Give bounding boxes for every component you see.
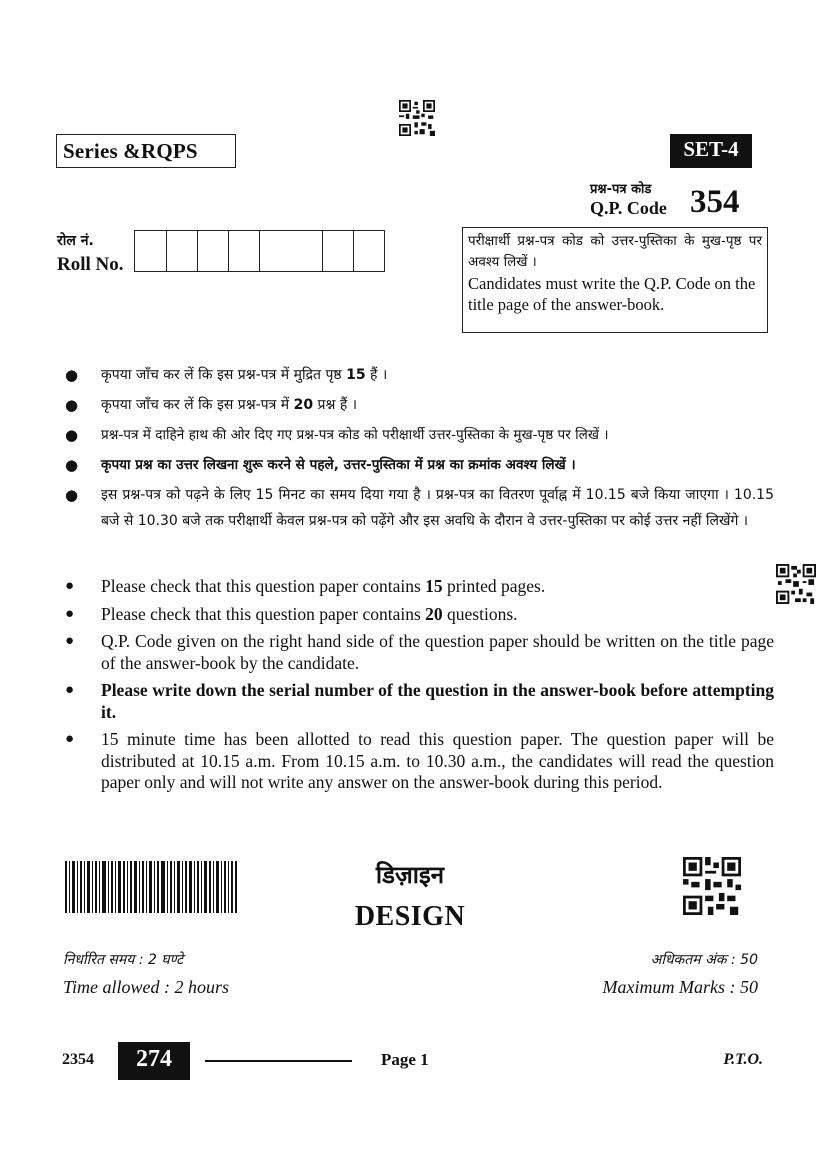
qp-code-notice (462, 227, 768, 333)
list-item: ● 15 minute time has been allotted to read this question paper. The question paper will be distributed at 10.15 a.m. From 10.15 a.m. to 10.30 a.m., the candidates will read the question paper only and will not write any answer on the answer-book during this period. (65, 729, 774, 792)
qr-code-side (776, 564, 816, 604)
time-allowed-hindi: निर्धारित समय : 2 घण्टे (63, 952, 184, 968)
qp-code-hindi-label: प्रश्न-पत्र कोड (590, 182, 652, 197)
list-item: ● Please check that this question paper contains 15 printed pages. (65, 576, 546, 596)
subject-title-english: DESIGN (354, 901, 466, 932)
paper-code: 2354 (62, 1051, 94, 1068)
qp-code-value: 354 (690, 184, 740, 220)
roll-number-boxes[interactable] (134, 230, 385, 272)
list-item: ● प्रश्न-पत्र में दाहिने हाथ की ओर दिए गए प्रश्न-पत्र कोड को परीक्षार्थी उत्तर-पुस्तिका के मुख-पृष्ठ पर लिखें । (65, 426, 609, 444)
roll-box[interactable] (260, 231, 323, 271)
qp-code-label: Q.P. Code (590, 198, 667, 218)
pto-label: P.T.O. (723, 1051, 763, 1068)
qr-code-bottom (683, 857, 741, 915)
instructions-english (60, 576, 774, 800)
list-item: ● Please check that this question paper contains 20 questions. (65, 603, 518, 624)
notice-english: Candidates must write the Q.P. Code on the title page of the answer-book. (468, 274, 756, 314)
roll-label-hindi: रोल नं. (57, 233, 94, 249)
divider (205, 1060, 352, 1062)
notice-hindi: परीक्षार्थी प्रश्न-पत्र कोड को उत्तर-पुस्तिका के मुख-पृष्ठ पर अवश्य लिखें । (468, 233, 762, 270)
barcode (65, 861, 237, 913)
series-label: Series &RQPS (56, 134, 236, 168)
list-item: ● Q.P. Code given on the right hand side of the question paper should be written on the title page of the answer-book by the candidate. (65, 631, 774, 673)
roll-label-english: Roll No. (57, 254, 124, 275)
page-number: Page 1 (381, 1050, 429, 1069)
qr-code-top (399, 100, 435, 136)
roll-box[interactable] (135, 231, 167, 271)
paper-badge: 274 (118, 1042, 190, 1080)
roll-box[interactable] (198, 231, 229, 271)
roll-box[interactable] (229, 231, 260, 271)
list-item: ● कृपया प्रश्न का उत्तर लिखना शुरू करने से पहले, उत्तर-पुस्तिका में प्रश्न का क्रमांक अवश्य लिखें । (65, 456, 576, 474)
subject-title-hindi: डिज़ाइन (375, 861, 445, 889)
roll-box[interactable] (323, 231, 354, 271)
maximum-marks-hindi: अधिकतम अंक : 50 (650, 952, 758, 968)
time-allowed-english: Time allowed : 2 hours (63, 977, 230, 997)
roll-box[interactable] (354, 231, 385, 271)
list-item: ● Please write down the serial number of the question in the answer-book before attempting it. (65, 680, 774, 722)
list-item: ● कृपया जाँच कर लें कि इस प्रश्न-पत्र में मुद्रित पृष्ठ 15 हैं । (65, 366, 388, 384)
maximum-marks-english: Maximum Marks : 50 (602, 977, 758, 997)
roll-box[interactable] (167, 231, 198, 271)
instructions-hindi (60, 362, 774, 538)
list-item: ● कृपया जाँच कर लें कि इस प्रश्न-पत्र में 20 प्रश्न हैं । (65, 396, 358, 414)
set-badge: SET-4 (670, 134, 752, 168)
list-item: ● इस प्रश्न-पत्र को पढ़ने के लिए 15 मिनट का समय दिया गया है । प्रश्न-पत्र का वितरण पूर्वाह्न में 10.15 बजे किया जाएगा । 10.15 बजे से 10.30 बजे तक परीक्षार्थी केवल प्रश्न-पत्र को पढ़ेंगे और इस अवधि के दौरान वे उत्तर-पुस्तिका पर कोई उत्तर नहीं लिखेंगे । (65, 486, 774, 529)
